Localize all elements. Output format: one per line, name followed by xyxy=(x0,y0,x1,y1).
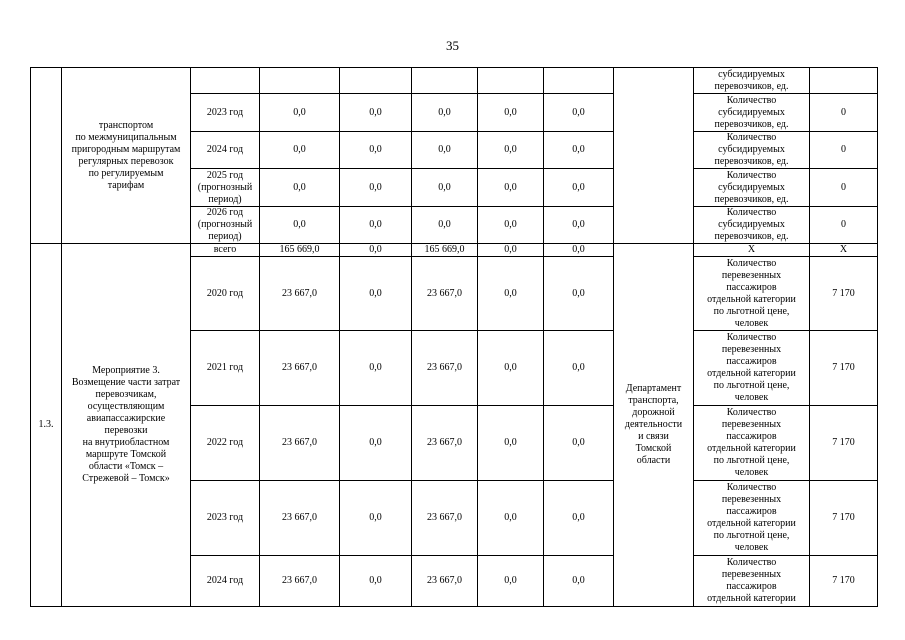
indicator-value-cell: 0 xyxy=(810,169,878,207)
year-cell: 2024 год xyxy=(191,556,260,607)
program-table xyxy=(30,67,878,607)
amount-federal-cell: 0,0 xyxy=(340,556,412,607)
executor-cell: Департамент транспорта, дорожной деятельности и связи Томской области xyxy=(614,244,694,607)
indicator-value-cell: 7 170 xyxy=(810,481,878,556)
amount-regional-cell: 0,0 xyxy=(412,207,478,244)
indicator-cell: Количество субсидируемых перевозчиков, ед. xyxy=(694,94,810,132)
indicator-value-cell xyxy=(810,68,878,94)
amount-extra-cell: 0,0 xyxy=(544,556,614,607)
amount-extra-cell: 0,0 xyxy=(544,244,614,257)
amount-federal-cell: 0,0 xyxy=(340,132,412,169)
amount-federal-cell xyxy=(340,68,412,94)
year-cell: 2020 год xyxy=(191,257,260,331)
indicator-cell: Количество перевезенных пассажиров отдельной категории по льготной цене, человек xyxy=(694,481,810,556)
indicator-cell: X xyxy=(694,244,810,257)
amount-extra-cell: 0,0 xyxy=(544,481,614,556)
amount-total-cell: 0,0 xyxy=(260,94,340,132)
year-cell: 2021 год xyxy=(191,331,260,406)
year-cell: 2025 год (прогнозный период) xyxy=(191,169,260,207)
amount-regional-cell: 0,0 xyxy=(412,169,478,207)
amount-total-cell: 23 667,0 xyxy=(260,481,340,556)
amount-local-cell: 0,0 xyxy=(478,244,544,257)
indicator-cell: Количество субсидируемых перевозчиков, ед. xyxy=(694,169,810,207)
amount-total-cell: 23 667,0 xyxy=(260,406,340,481)
amount-total-cell: 23 667,0 xyxy=(260,556,340,607)
amount-regional-cell: 23 667,0 xyxy=(412,406,478,481)
amount-total-cell: 165 669,0 xyxy=(260,244,340,257)
indicator-value-cell: 0 xyxy=(810,132,878,169)
amount-federal-cell: 0,0 xyxy=(340,331,412,406)
amount-extra-cell: 0,0 xyxy=(544,169,614,207)
year-cell: 2023 год xyxy=(191,481,260,556)
indicator-cell: Количество перевезенных пассажиров отдельной категории по льготной цене, человек xyxy=(694,257,810,331)
indicator-cell: Количество субсидируемых перевозчиков, ед. xyxy=(694,207,810,244)
amount-local-cell xyxy=(478,68,544,94)
amount-federal-cell: 0,0 xyxy=(340,207,412,244)
amount-federal-cell: 0,0 xyxy=(340,481,412,556)
amount-local-cell: 0,0 xyxy=(478,556,544,607)
measure-name-cell: Мероприятие 3. Возмещение части затрат перевозчикам, осуществляющим авиапассажирские перевозки на внутриобластном маршруте Томской области «Томск – Стрежевой – Томск» xyxy=(62,244,191,607)
year-cell: 2023 год xyxy=(191,94,260,132)
amount-extra-cell: 0,0 xyxy=(544,94,614,132)
page-number: 35 xyxy=(446,38,459,53)
amount-federal-cell: 0,0 xyxy=(340,94,412,132)
amount-total-cell: 0,0 xyxy=(260,132,340,169)
indicator-cell: Количество субсидируемых перевозчиков, ед. xyxy=(694,132,810,169)
indicator-cell: субсидируемых перевозчиков, ед. xyxy=(694,68,810,94)
indicator-value-cell: 7 170 xyxy=(810,257,878,331)
amount-total-cell: 23 667,0 xyxy=(260,257,340,331)
executor-cell xyxy=(614,68,694,244)
amount-extra-cell: 0,0 xyxy=(544,207,614,244)
amount-local-cell: 0,0 xyxy=(478,257,544,331)
amount-regional-cell: 23 667,0 xyxy=(412,556,478,607)
amount-regional-cell: 0,0 xyxy=(412,132,478,169)
indicator-value-cell: 7 170 xyxy=(810,556,878,607)
amount-regional-cell: 23 667,0 xyxy=(412,481,478,556)
year-cell: всего xyxy=(191,244,260,257)
amount-extra-cell xyxy=(544,68,614,94)
table-row xyxy=(31,244,878,257)
amount-regional-cell: 23 667,0 xyxy=(412,331,478,406)
amount-federal-cell: 0,0 xyxy=(340,169,412,207)
amount-regional-cell: 0,0 xyxy=(412,94,478,132)
year-cell xyxy=(191,68,260,94)
number-cell xyxy=(31,68,62,244)
indicator-cell: Количество перевезенных пассажиров отдельной категории по льготной цене, человек xyxy=(694,331,810,406)
amount-extra-cell: 0,0 xyxy=(544,406,614,481)
indicator-value-cell: 7 170 xyxy=(810,406,878,481)
amount-local-cell: 0,0 xyxy=(478,169,544,207)
amount-regional-cell xyxy=(412,68,478,94)
year-cell: 2024 год xyxy=(191,132,260,169)
year-cell: 2022 год xyxy=(191,406,260,481)
measure-number-cell: 1.3. xyxy=(31,244,62,607)
indicator-cell: Количество перевезенных пассажиров отдельной категории xyxy=(694,556,810,607)
year-cell: 2026 год (прогнозный период) xyxy=(191,207,260,244)
amount-extra-cell: 0,0 xyxy=(544,132,614,169)
amount-federal-cell: 0,0 xyxy=(340,257,412,331)
amount-extra-cell: 0,0 xyxy=(544,257,614,331)
amount-regional-cell: 165 669,0 xyxy=(412,244,478,257)
amount-local-cell: 0,0 xyxy=(478,481,544,556)
amount-local-cell: 0,0 xyxy=(478,406,544,481)
amount-extra-cell: 0,0 xyxy=(544,331,614,406)
amount-regional-cell: 23 667,0 xyxy=(412,257,478,331)
amount-federal-cell: 0,0 xyxy=(340,406,412,481)
amount-local-cell: 0,0 xyxy=(478,132,544,169)
indicator-value-cell: 0 xyxy=(810,207,878,244)
amount-total-cell: 0,0 xyxy=(260,169,340,207)
amount-local-cell: 0,0 xyxy=(478,331,544,406)
amount-local-cell: 0,0 xyxy=(478,207,544,244)
indicator-value-cell: 0 xyxy=(810,94,878,132)
indicator-cell: Количество перевезенных пассажиров отдельной категории по льготной цене, человек xyxy=(694,406,810,481)
amount-total-cell: 0,0 xyxy=(260,207,340,244)
indicator-value-cell: 7 170 xyxy=(810,331,878,406)
amount-total-cell xyxy=(260,68,340,94)
indicator-value-cell: X xyxy=(810,244,878,257)
amount-total-cell: 23 667,0 xyxy=(260,331,340,406)
amount-federal-cell: 0,0 xyxy=(340,244,412,257)
measure-name-cell: транспортом по межмуниципальным пригородным маршрутам регулярных перевозок по регулируемым тарифам xyxy=(62,68,191,244)
table-row xyxy=(31,68,878,94)
amount-local-cell: 0,0 xyxy=(478,94,544,132)
